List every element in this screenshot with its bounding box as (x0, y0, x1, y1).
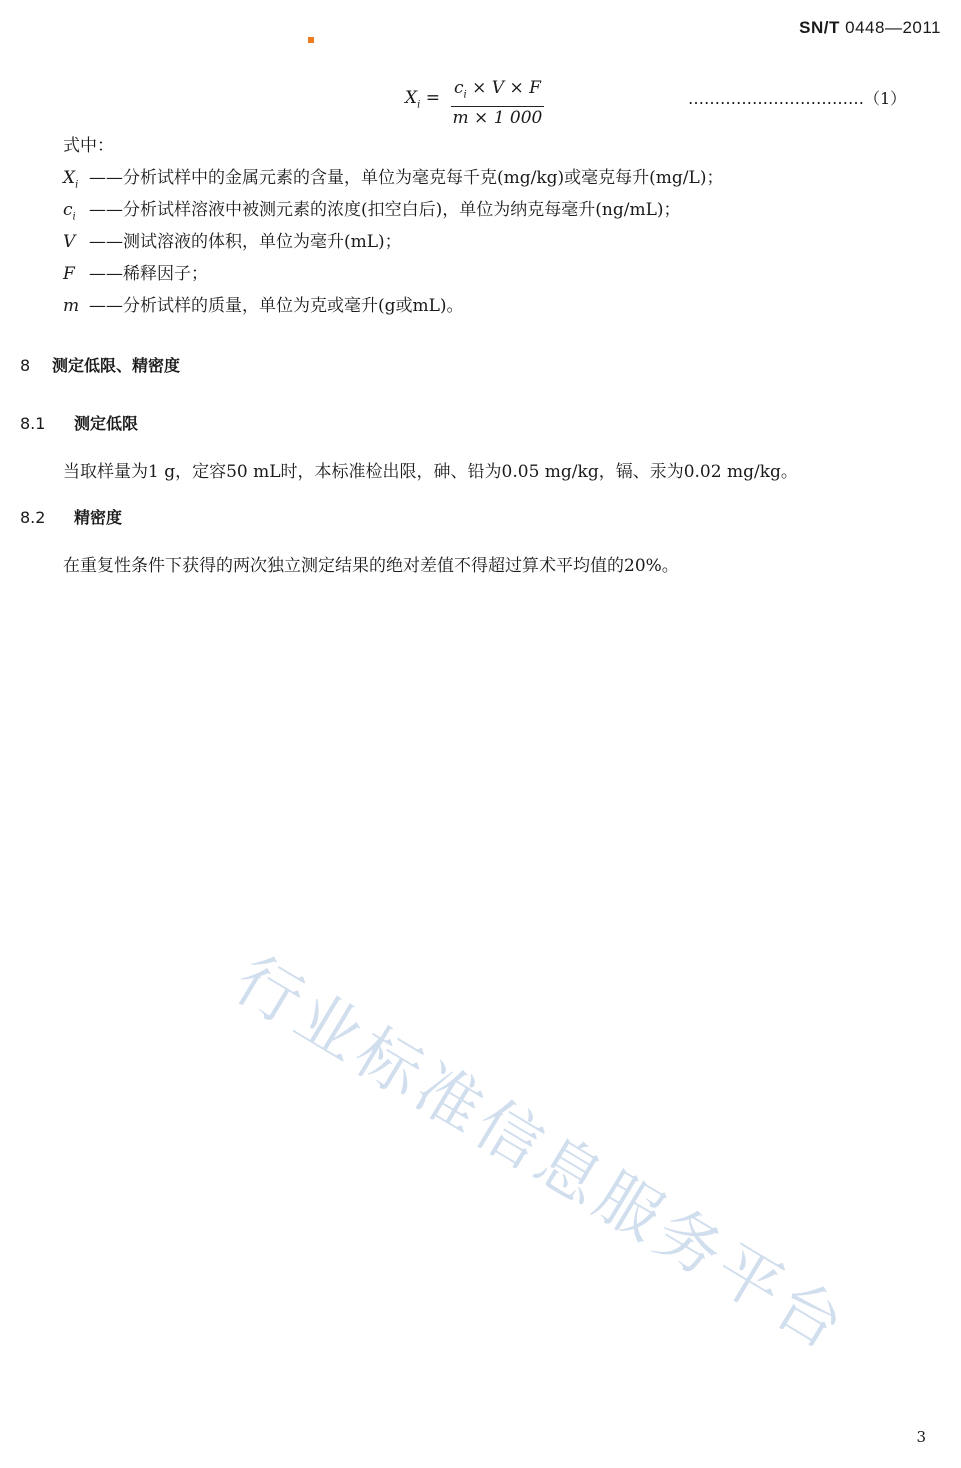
section-heading-8-2 (20, 505, 122, 528)
page-number: 3 (916, 1428, 926, 1446)
definition-text: ——稀释因子； (89, 264, 208, 284)
formula-numerator-rest: × V × F (466, 78, 541, 98)
definition-text: ——测试溶液的体积，单位为毫升(mL)； (89, 232, 402, 252)
section-heading-8 (20, 353, 180, 376)
definition-text: ——分析试样的质量，单位为克或毫升(g或mL)。 (89, 296, 464, 316)
formula-lhs-sub: i (417, 99, 421, 111)
definition-var (63, 168, 89, 190)
formula-numerator-sub: i (463, 89, 467, 101)
section-number: 8.1 (20, 414, 46, 433)
section-8-2-body: 在重复性条件下获得的两次独立测定结果的绝对差值不得超过算术平均值的20%。 (63, 556, 679, 576)
definition-var-sub: i (72, 211, 76, 223)
definition-text: ——分析试样中的金属元素的含量，单位为毫克每千克(mg/kg)或毫克每升(mg/L)； (89, 168, 724, 188)
definition-var (63, 200, 89, 222)
section-number: 8.2 (20, 508, 46, 527)
formula-number-line (688, 86, 906, 109)
standard-code (799, 18, 941, 38)
formula-equals: = (425, 88, 440, 108)
section-title: 测定低限、精密度 (52, 356, 181, 375)
definition-text: ——分析试样溶液中被测元素的浓度(扣空白后)，单位为纳克每毫升(ng/mL)； (89, 200, 681, 220)
definition-row (63, 195, 681, 222)
definition-var (63, 296, 89, 316)
definition-var-letter: m (63, 296, 80, 316)
definition-var-letter: X (63, 168, 76, 188)
standard-prefix: SN/T (799, 18, 840, 37)
leader-dots: …………………………… (688, 89, 864, 108)
section-title: 精密度 (74, 508, 123, 527)
watermark: 行业标准信息服务平台 (222, 942, 861, 1367)
definition-row (63, 291, 464, 316)
formula-lhs (405, 88, 440, 110)
formula-lhs-var: X (405, 88, 418, 108)
formula-denominator: m × 1 000 (452, 108, 543, 129)
definition-row (63, 227, 402, 252)
definition-var-letter: V (63, 232, 76, 252)
section-8-1-body: 当取样量为1 g，定容50 mL时，本标准检出限，砷、铅为0.05 mg/kg，镉、汞为0.02 mg/kg。 (63, 462, 798, 482)
definition-var-sub: i (75, 179, 79, 191)
formula-number: （1） (864, 89, 907, 108)
definition-row (63, 163, 723, 190)
definition-var-letter: F (63, 264, 75, 284)
section-number: 8 (20, 356, 31, 375)
definition-var (63, 232, 89, 252)
definition-var-letter: c (63, 200, 73, 220)
definition-row (63, 259, 208, 284)
orange-marker (308, 37, 314, 43)
section-heading-8-1 (20, 411, 138, 434)
where-label: 式中： (63, 136, 114, 156)
section-title: 测定低限 (74, 414, 139, 433)
standard-number: 0448—2011 (845, 18, 941, 37)
formula-fraction (451, 78, 544, 128)
definition-var (63, 264, 89, 284)
formula-numerator-c: c (454, 78, 464, 98)
formula-numerator (451, 78, 544, 107)
